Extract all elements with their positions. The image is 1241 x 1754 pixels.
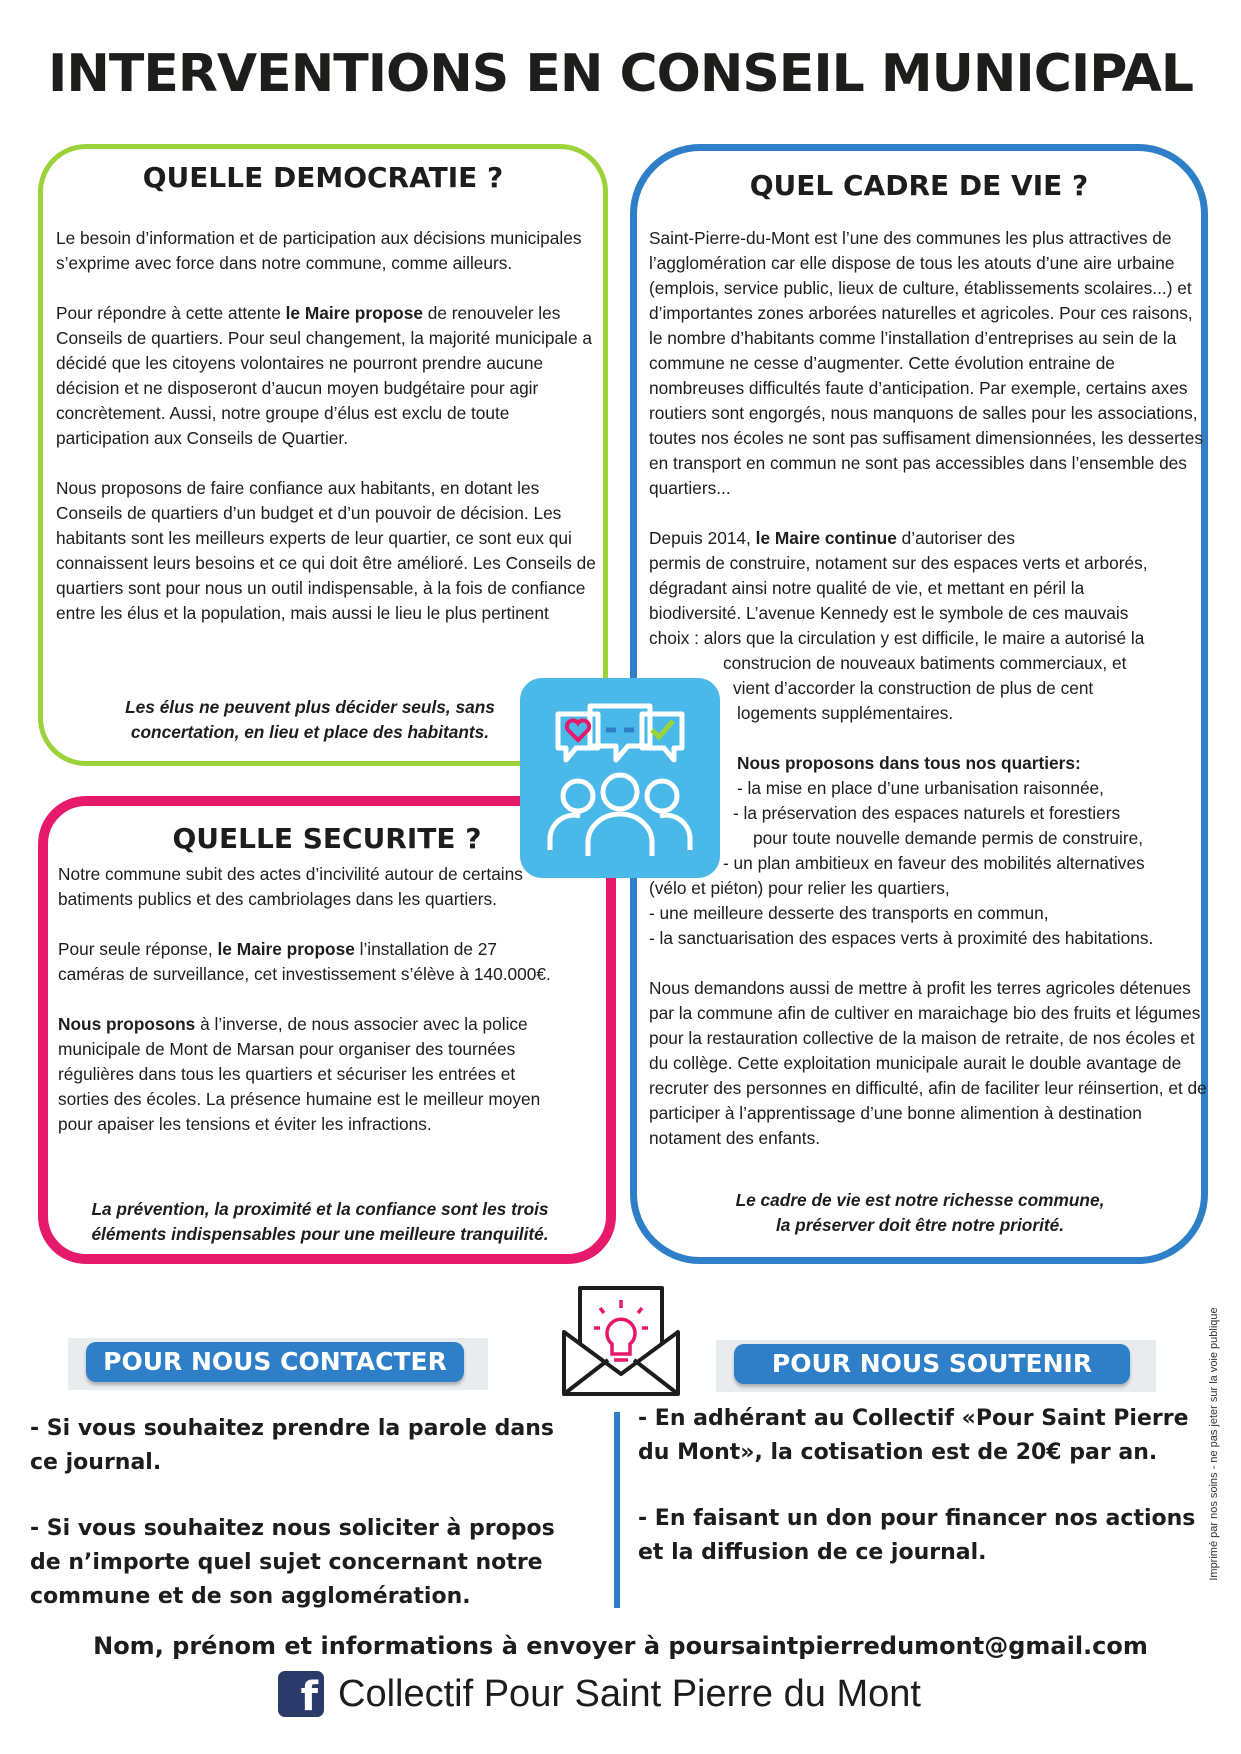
cadre-proposal: - la préservation des espaces naturels et forestiers [733,803,1121,823]
democratie-text [56,226,596,626]
securite-text [58,862,568,1137]
page-title: INTERVENTIONS EN CONSEIL MUNICIPAL [48,44,1193,104]
cadre-p2-first: Depuis 2014, le Maire continue d’autoriser des [649,528,1015,548]
divider [614,1412,620,1608]
soutenir-list [638,1402,1198,1570]
contact-item: - Si vous souhaitez nous soliciter à propos de n’importe quel sujet concernant notre commune et de son agglomération. [30,1516,555,1609]
cadre-proposal: pour toute nouvelle demande permis de construire, [753,828,1144,848]
cadre-p2-line: choix : alors que la circulation y est difficile, le maire a autorisé la [649,628,1145,648]
facebook-link[interactable] [278,1668,921,1720]
democratie-p2: Pour répondre à cette attente le Maire propose de renouveler les Conseils de quartiers. Pour seul changement, la majorité municipale a décidé que les citoyens volontaires ne pourront prendre aucune décision et ne disposeront d’aucun moyen budgétaire pour agir concrètement. Aussi, notre groupe d’élus est exclu de toute participation aux Conseils de Quartier. [56,303,592,448]
cadre-proposal: - un plan ambitieux en faveur des mobilités alternatives [723,853,1145,873]
contact-list [30,1412,590,1614]
cadre-conclusion: Le cadre de vie est notre richesse commune, la préserver doit être notre priorité. [735,1190,1105,1235]
cadre-p2-line: biodiversité. L’avenue Kennedy est le symbole de ces mauvais [649,603,1129,623]
democratie-heading: QUELLE DEMOCRATIE ? [142,161,504,194]
securite-heading: QUELLE SECURITE ? [172,822,482,855]
cadre-p2-line: construcion de nouveaux batiments commerciaux, et [723,653,1127,673]
check-icon [652,721,673,737]
side-note: Imprimé par nos soins - ne pas jeter sur la voie publique [1208,1307,1220,1581]
cadre-p3: Nous demandons aussi de mettre à profit les terres agricoles détenues par la commune afin de cultiver en maraichage bio des fruits et légumes pour la restauration collective de la maison de retraite, de nos écoles et du collège. Cette exploitation municipale aurait le double avantage de recruter des personnes en difficulté, afin de faciliter leur réinsertion, et de participer à l’apprentissage d’une bonne alimention à destination notament des enfants. [649,978,1207,1148]
cadre-proposal: - la sanctuarisation des espaces verts à proximité des habitations. [649,928,1154,948]
soutenir-label: POUR NOUS SOUTENIR [734,1344,1130,1384]
securite-p1: Notre commune subit des actes d’incivilité autour de certains batiments publics et des cambriolages dans les quartiers. [58,864,523,909]
cadre-p1: Saint-Pierre-du-Mont est l’une des communes les plus attractives de l’agglomération car elle dispose de tous les atouts d’une aire urbaine (emplois, service public, lieux de culture, établissements scolaires...) et d’importantes zones arborées naturelles et agricoles. Pour ces raisons, le nombre d’habitants comme l’installation d’entreprises au sein de la commune ne cesse d’augmenter. Cette évolution entraine de nombreuses difficultés faute d’anticipation. Par exemple, certains axes routiers sont engorgés, nous manquons de salles pour les associations, toutes nos écoles ne sont pas suffisament dimensionnées, les dessertes en transport en commun ne sont pas accessibles dans l’ensemble des quartiers... [649,228,1203,498]
cadre-p2-line: dégradant ainsi notre qualité de vie, et mettant en péril la [649,578,1085,598]
envelope-lightbulb-icon [556,1282,686,1398]
cadre-p2-line: logements supplémentaires. [737,703,954,723]
facebook-name: Collectif Pour Saint Pierre du Mont [338,1672,921,1715]
contact-pill [68,1338,488,1390]
contact-label: POUR NOUS CONTACTER [86,1342,464,1382]
cadre-proposal: (vélo et piéton) pour relier les quartiers, [649,878,950,898]
community-chat-icon [520,678,720,878]
soutenir-item: - En adhérant au Collectif «Pour Saint Pierre du Mont», la cotisation est de 20€ par an. [638,1406,1189,1465]
soutenir-pill [716,1340,1156,1392]
democratie-conclusion: Les élus ne peuvent plus décider seuls, sans concertation, en lieu et place des habitants. [125,697,495,742]
cadre-proposal: - la mise en place d’une urbanisation raisonnée, [737,778,1104,798]
soutenir-item: - En faisant un don pour financer nos actions et la diffusion de ce journal. [638,1506,1196,1565]
democratie-p3: Nous proposons de faire confiance aux habitants, en dotant les Conseils de quartiers d’un budget et d’un pouvoir de décision. Les habitants sont les meilleurs experts de leur quartier, ce sont eux qui connaissent leurs besoins et ce qui doit être amélioré. Les Conseils de quartiers sont pour nous un outil indispensable, à la fois de confiance entre les élus et la population, mais aussi le lieu le plus pertinent [56,478,596,623]
heart-icon [567,720,589,740]
cadre-proposal: - une meilleure desserte des transports en commun, [649,903,1049,923]
cadre-proposals-heading: Nous proposons dans tous nos quartiers: [737,753,1081,773]
contact-item: - Si vous souhaitez prendre la parole dans ce journal. [30,1416,554,1475]
securite-p3: Nous proposons à l’inverse, de nous associer avec la police municipale de Mont de Marsan pour organiser des tournées régulières dans tous les quartiers et sécuriser les entrées et sorties des écoles. La présence humaine est le meilleur moyen pour apaiser les tensions et éviter les infractions. [58,1014,541,1134]
cadre-p2-line: vient d’accorder la construction de plus de cent [733,678,1094,698]
cadre-p2-line: permis de construire, notament sur des espaces verts et arborés, [649,553,1148,573]
securite-p2: Pour seule réponse, le Maire propose l’installation de 27 caméras de surveillance, cet investissement s’élève à 140.000€. [58,939,551,984]
facebook-icon: f [278,1671,324,1717]
securite-conclusion: La prévention, la proximité et la confiance sont les trois éléments indispensables pour une meilleure tranquilité. [91,1199,549,1244]
cadre-heading: QUEL CADRE DE VIE ? [749,169,1089,202]
cadre-text-top [649,226,1209,1151]
democratie-p1: Le besoin d’information et de participation aux décisions municipales s’exprime avec force dans notre commune, comme ailleurs. [56,228,582,273]
email-line: Nom, prénom et informations à envoyer à poursaintpierredumont@gmail.com [93,1632,1148,1660]
